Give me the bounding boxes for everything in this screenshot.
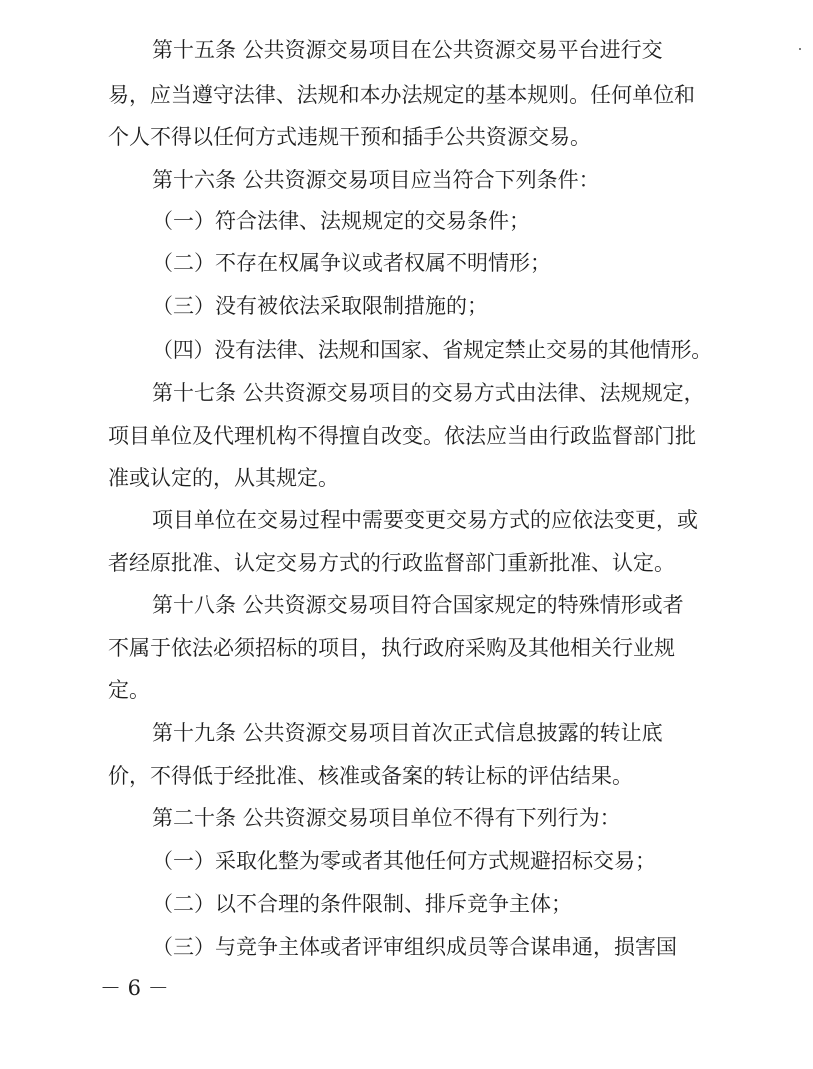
text-line: 第十七条 公共资源交易项目的交易方式由法律、法规规定， [152,381,705,405]
text-line: 第十六条 公共资源交易项目应当符合下列条件： [152,168,600,192]
text-line: 者经原批准、认定交易方式的行政监督部门重新批准、认定。 [108,551,675,575]
text-line: 准或认定的，从其规定。 [108,466,339,490]
text-line: （一）采取化整为零或者其他任何方式规避招标交易； [152,849,656,873]
text-line: （三）与竞争主体或者评审组织成员等合谋串通，损害国 [152,935,677,959]
text-line: （四）没有法律、法规和国家、省规定禁止交易的其他情形。 [152,338,712,362]
page-number: － 6 － [100,976,169,1000]
text-line: 不属于依法必须招标的项目，执行政府采购及其他相关行业规 [108,636,675,660]
text-line: 个人不得以任何方式违规干预和插手公共资源交易。 [108,125,591,149]
text-line: 定。 [108,678,150,702]
text-line: （二）以不合理的条件限制、排斥竞争主体； [152,892,572,916]
text-line: （三）没有被依法采取限制措施的； [152,294,488,318]
scan-speck [799,48,801,50]
text-line: （二）不存在权属争议或者权属不明情形； [152,251,551,275]
text-line: 易，应当遵守法律、法规和本办法规定的基本规则。任何单位和 [108,83,695,107]
text-line: 项目单位在交易过程中需要变更交易方式的应依法变更，或 [152,508,698,532]
text-line: 第十九条 公共资源交易项目首次正式信息披露的转让底 [152,721,663,745]
text-line: 第十五条 公共资源交易项目在公共资源交易平台进行交 [152,38,663,62]
text-line: 第十八条 公共资源交易项目符合国家规定的特殊情形或者 [152,593,684,617]
text-line: 项目单位及代理机构不得擅自改变。依法应当由行政监督部门批 [108,424,696,448]
text-line: （一）符合法律、法规规定的交易条件； [152,209,530,233]
text-line: 价，不得低于经批准、核准或备案的转让标的评估结果。 [108,764,633,788]
text-line: 第二十条 公共资源交易项目单位不得有下列行为： [152,806,621,830]
